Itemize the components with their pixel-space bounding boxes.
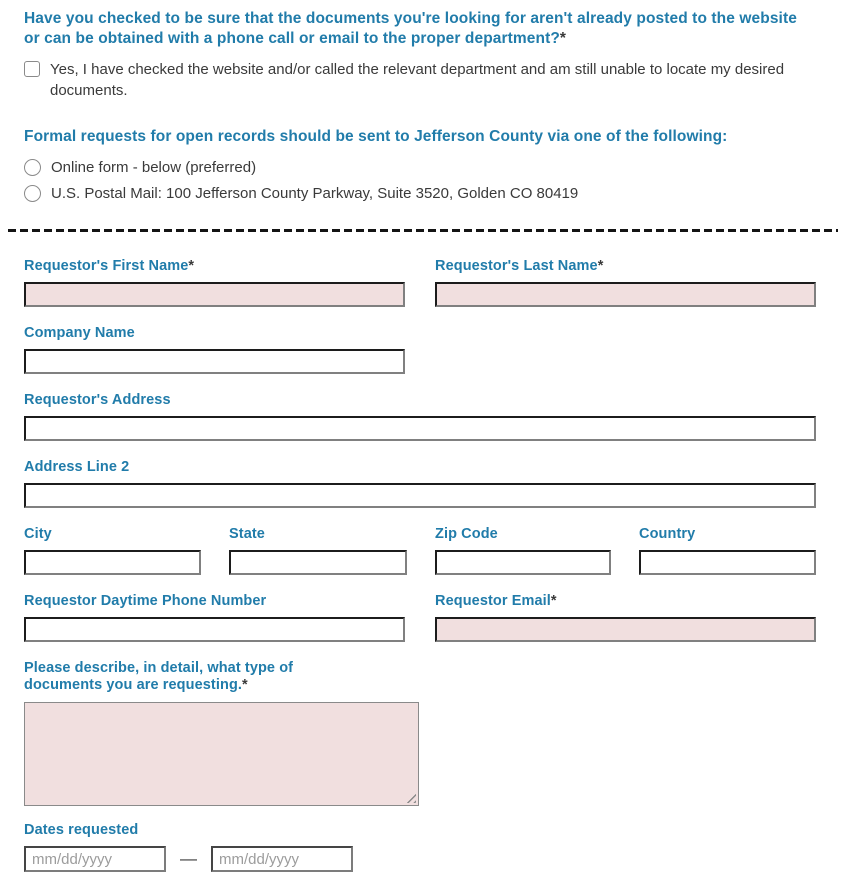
state-field (229, 526, 407, 575)
email-label: Requestor Email* (435, 593, 557, 609)
country-label: Country (639, 526, 696, 542)
date-end-input[interactable] (211, 846, 353, 872)
date-range-dash: — (180, 849, 197, 868)
state-input[interactable] (229, 550, 407, 575)
dates-field (24, 822, 816, 872)
email-field (435, 593, 816, 642)
country-input[interactable] (639, 550, 816, 575)
company-label: Company Name (24, 325, 135, 341)
phone-label: Requestor Daytime Phone Number (24, 593, 267, 609)
zip-label: Zip Code (435, 526, 498, 542)
address2-label: Address Line 2 (24, 459, 130, 475)
first-name-label: Requestor's First Name* (24, 258, 195, 274)
last-name-label: Requestor's Last Name* (435, 258, 604, 274)
first-name-field (24, 258, 405, 307)
method-option-postal (24, 185, 816, 202)
date-start-input[interactable] (24, 846, 166, 872)
zip-field (435, 526, 611, 575)
required-mark: * (559, 30, 567, 47)
company-input[interactable] (24, 349, 405, 374)
country-field (639, 526, 816, 575)
phone-input[interactable] (24, 617, 405, 642)
required-mark: * (242, 677, 248, 693)
address-input[interactable] (24, 416, 816, 441)
required-mark: * (188, 258, 195, 274)
postal-mail-label: U.S. Postal Mail: 100 Jefferson County Parkway, Suite 3520, Golden CO 80419 (51, 185, 579, 202)
checked-website-option (24, 59, 816, 101)
address-field (24, 392, 816, 441)
dashed-divider (8, 229, 838, 232)
city-label: City (24, 526, 52, 542)
postal-mail-radio[interactable] (24, 185, 41, 202)
method-option-online (24, 159, 816, 176)
first-name-input[interactable] (24, 282, 405, 307)
zip-input[interactable] (435, 550, 611, 575)
description-textarea[interactable] (24, 702, 419, 806)
required-mark: * (597, 258, 604, 274)
methods-heading: Formal requests for open records should be sent to Jefferson County via one of the following: (24, 128, 728, 145)
checked-website-label: Yes, I have checked the website and/or called the relevant department and am still unable to locate my desired documents. (50, 61, 785, 99)
address2-input[interactable] (24, 483, 816, 508)
last-name-input[interactable] (435, 282, 816, 307)
company-field (24, 325, 405, 374)
description-label: Please describe, in detail, what type of documents you are requesting.* (24, 660, 294, 693)
state-label: State (229, 526, 265, 542)
pre-check-question-text: Have you checked to be sure that the documents you're looking for aren't already posted to the website or can be obtained with a phone call or email to the proper department? (24, 10, 797, 47)
address-label: Requestor's Address (24, 392, 171, 408)
dates-label: Dates requested (24, 822, 139, 838)
online-form-radio[interactable] (24, 159, 41, 176)
required-mark: * (550, 593, 557, 609)
request-form (24, 258, 816, 872)
city-input[interactable] (24, 550, 201, 575)
city-field (24, 526, 201, 575)
email-input[interactable] (435, 617, 816, 642)
phone-field (24, 593, 405, 642)
online-form-label: Online form - below (preferred) (51, 159, 257, 176)
pre-check-question-heading (24, 9, 814, 49)
last-name-field (435, 258, 816, 307)
description-field (24, 660, 816, 806)
checked-website-checkbox[interactable] (24, 61, 40, 77)
address2-field (24, 459, 816, 508)
